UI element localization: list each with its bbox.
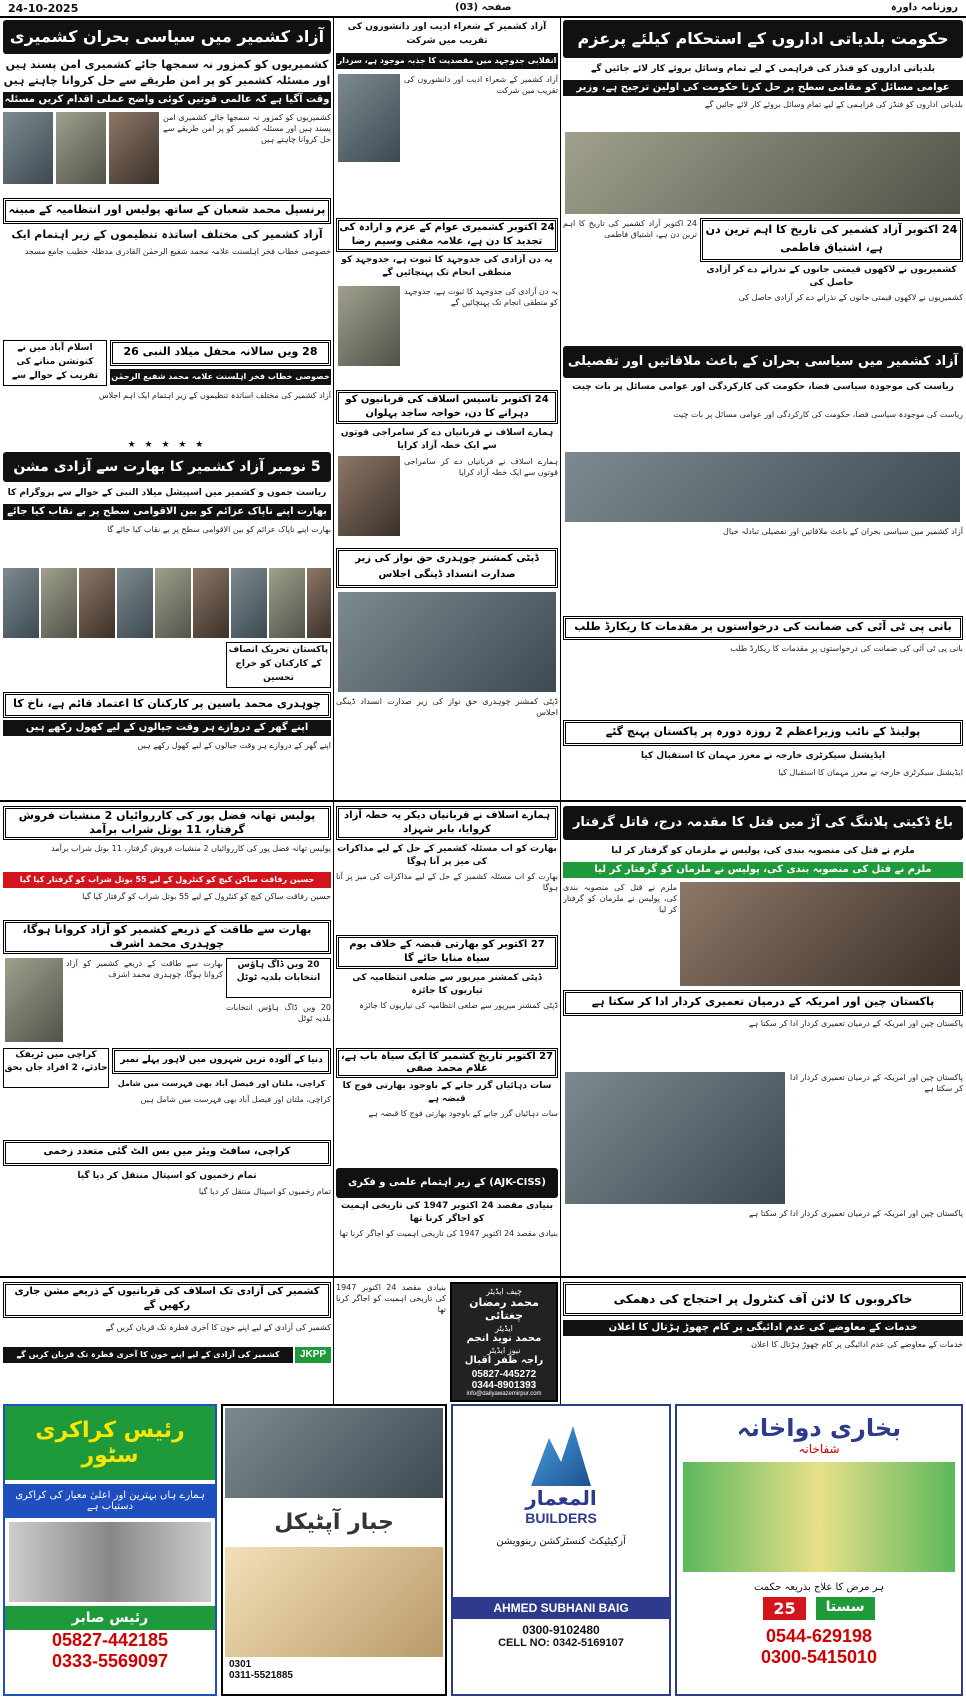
headline-teachers: پرنسپل محمد شعبان کے ساتھ پولیس اور انتظامیہ کے مبینہ: [3, 198, 331, 224]
column-divider: [333, 18, 334, 1438]
headline-bar: انقلابی جدوجہد میں مقصدیت کا جذبہ موجود ہے، سردار: [336, 53, 558, 69]
article-body: حسین رفاقت ساکن کیچ کو کنٹرول کے لیے 55 بوتل شراب کو گرفتار کیا گیا: [82, 892, 331, 901]
issue-date: 24-10-2025: [8, 2, 79, 15]
headline-mission-continue: کشمیر کی آزادی تک اسلاف کی قربانیوں کے ذریعے مشن جاری رکھیں گے: [3, 1282, 331, 1318]
article-body: 20 ویں ڈاگ ہاؤس انتخابات بلدیہ ٹوٹل: [226, 1003, 331, 1023]
headline-ghulam-safi: 27 اکتوبر تاریخ کشمیر کا ایک سیاہ باب ہے، غلام محمد صفی: [336, 1048, 558, 1078]
ad-phone: 0311-5521885: [229, 1670, 293, 1681]
headline-bagh-murder: باغ ڈکیتی پلاننگ کی آڑ میں قتل کا مقدمہ درج، قاتل گرفتار: [563, 806, 963, 840]
article-body: آزاد کشمیر کی مختلف اساتذہ تنظیموں کے زیر اہتمام ایک اہم اجلاس: [98, 391, 331, 400]
portrait-photo: [338, 286, 400, 366]
headline-bar: اپنے گھر کے دروازے ہر وقت جیالوں کے لیے کھول رکھے ہیں: [3, 720, 331, 736]
meeting-photo: [565, 452, 960, 522]
group-photo: [155, 568, 191, 638]
email: info@dailyawazemirpur.com: [466, 1391, 542, 1397]
article-body: بنیادی مقصد 24 اکتوبر 1947 کی تاریخی اہمیت کو اجاگر کرنا تھا: [339, 1229, 558, 1238]
subheadline: ملزم نے قتل کی منصوبہ بندی کی، پولیس نے ملزمان کو گرفتار کر لیا: [611, 846, 915, 856]
editor-info-box: [450, 1282, 558, 1402]
article-body: 24 اکتوبر آزاد کشمیر کی تاریخ کا اہم ترین دن ہے، اشتیاق فاطمی: [563, 219, 697, 239]
subheadline: یہ دن آزادی کی جدوجہد کا ثبوت ہے، جدوجہد کو منطقی انجام تک پہنچائیں گے: [341, 255, 553, 278]
subheadline: کراچی، ملتان اور فیصل آباد بھی فہرست میں شامل: [117, 1079, 326, 1088]
news-name: راجہ ظفر اقبال: [464, 1355, 544, 1366]
ad-phone: 0301: [229, 1659, 252, 1670]
subheadline: ڈپٹی کمشنر میرپور سے ضلعی انتظامیہ کی تیاریوں کا جائزہ: [352, 973, 542, 996]
headline-kashmir-sacrifice: آزاد کشمیر میں سیاسی بحران کشمیری: [3, 20, 331, 54]
headline-bar-red: حسین رفاقت ساکن کیچ کو کنٹرول کے لیے 55 بوتل شراب کو گرفتار کیا گیا: [3, 872, 331, 888]
ad-subtitle: ہمارے ہاں بہترین اور اعلیٰ معیار کی کراکری دستیاب ہے: [5, 1484, 215, 1518]
subheadline: بلدیاتی اداروں کو فنڈز کی فراہمی کے لیے تمام وسائل بروئے کار لائے جائیں گے: [590, 64, 936, 74]
ad-builders[interactable]: [451, 1404, 671, 1696]
headline-milad: 28 ویں سالانہ محفل میلاد النبی 26: [110, 340, 331, 366]
news-label: نیوز ایڈیٹر: [487, 1346, 521, 1355]
meeting-photo: [338, 592, 556, 692]
ad-title: رئیس کراکری سٹور: [5, 1406, 215, 1480]
article-body: بانی پی ٹی آئی کی ضمانت کی درخواستوں پر مقدمات کا ریکارڈ طلب: [730, 644, 963, 653]
headline-traffic-accident: کراچی میں ٹریفک حادثے، 2 افراد جاں بحق: [3, 1048, 109, 1088]
group-photo: [269, 568, 305, 638]
group-photo: [3, 568, 39, 638]
headline-ishtiaq-fatimi: 24 اکتوبر آزاد کشمیر کی تاریخ کا اہم ترین دن ہے، اشتیاق فاطمی: [700, 218, 963, 262]
subheadline: ریاست جموں و کشمیر میں اسپیشل میلاد النبی کے حوالے سے پروگرام کا: [7, 488, 327, 498]
article-body: کراچی، ملتان اور فیصل آباد بھی فہرست میں شامل ہیں: [140, 1095, 331, 1104]
headline-babar-shahzad: ہمارے اسلاف نے قربانیاں دیکر یہ خطہ آزاد کروایا، بابر شہزاد: [336, 806, 558, 840]
portrait-photo: [3, 112, 53, 184]
article-body: بلدیاتی اداروں کو فنڈز کی فراہمی کے لیے تمام وسائل بروئے کار لائے جائیں گے: [704, 100, 963, 109]
article-body: پاکستان چین اور امریکہ کے درمیان تعمیری کردار ادا کر سکتا ہے: [790, 1073, 963, 1093]
masthead: [0, 0, 966, 16]
ad-phone: 05827-442185: [51, 1630, 169, 1650]
headline-bar: خصوصی خطاب فخر اہلسنت علامہ محمد شفیع الرحمٰن: [110, 369, 331, 385]
headline-black-day: 27 اکتوبر کو بھارتی قبضہ کے خلاف یوم سیاہ منایا جائے گا: [336, 935, 558, 969]
headline-freedom-mission: 5 نومبر آزاد کشمیر کا بھارت سے آزادی مشن: [3, 452, 331, 482]
group-photo: [307, 568, 331, 638]
headline-poets: آزاد کشمیر کے شعراء ادیب اور دانشوروں کی تقریب میں شرکت: [347, 22, 547, 46]
article-body: سات دہائیاں گزر جانے کے باوجود بھارتی فوج کا قبضہ ہے: [368, 1109, 558, 1118]
headline-chaudhry-yasin: چوہدری محمد یاسین پر کارکنان کا اعتماد قائم ہے، ناخ کا: [3, 692, 331, 718]
article-body: تمام زخمیوں کو اسپتال منتقل کر دیا گیا: [198, 1187, 331, 1196]
ad-crockery[interactable]: [3, 1404, 217, 1696]
price-tag: سستا: [816, 1597, 875, 1620]
headline-pakistan-china-us: پاکستان چین اور امریکہ کے درمیان تعمیری کردار ادا کر سکتا ہے: [563, 990, 963, 1016]
article-body: کشمیریوں کو کمزور نہ سمجھا جائے کشمیری امن پسند ہیں اور مسئلہ کشمیر کو پر امن طریقے سے حل کروانا چاہتے ہیں: [163, 113, 331, 144]
editor-name: محمد رمضان چغتائی: [469, 1296, 539, 1322]
ad-subtitle: شفاخانہ: [798, 1442, 840, 1456]
article-body: پاکستان چین اور امریکہ کے درمیان تعمیری کردار ادا کر سکتا ہے: [748, 1019, 963, 1028]
group-photo: [117, 568, 153, 638]
police-photo: [680, 882, 960, 986]
group-photo: [79, 568, 115, 638]
article-body: بھارت سے طاقت کے ذریعے کشمیر کو آزاد کروانا ہوگا، چوہدری محمد اشرف: [66, 959, 223, 979]
article-body: یہ دن آزادی کی جدوجہد کا ثبوت ہے، جدوجہد کو منطقی انجام تک پہنچائیں گے: [404, 287, 558, 307]
ad-phone: 0300-9102480: [522, 1623, 600, 1637]
managing-name: محمد نوید انجم: [466, 1333, 542, 1344]
article-body: بنیادی مقصد 24 اکتوبر 1947 کی تاریخی اہمیت کو اجاگر کرنا تھا: [336, 1283, 446, 1314]
group-photo: [231, 568, 267, 638]
divider-stars: ★ ★ ★ ★ ★: [127, 440, 207, 450]
managing-label: ایڈیٹر: [495, 1324, 513, 1333]
group-photo: [193, 568, 229, 638]
building-icon: [531, 1426, 591, 1486]
headline-bar-green: ملزم نے قتل کی منصوبہ بندی کی، پولیس نے ملزمان کو گرفتار کر لیا: [563, 862, 963, 878]
article-body: آزاد کشمیر کے شعراء ادیب اور دانشوروں کی تقریب میں شرکت: [404, 75, 558, 95]
headline-dengue-meeting: ڈپٹی کمشنر چوہدری حق نواز کی زیر صدارت انسداد ڈینگی اجلاس: [336, 548, 558, 588]
phone: 0344-8901393: [471, 1380, 537, 1391]
headline-lahore-pollution: دنیا کے آلودہ ترین شہروں میں لاہور پہلے نمبر: [112, 1048, 331, 1074]
article-body: کشمیر کی آزادی کے لیے اپنے خون کا آخری قطرہ تک قربان کریں گے: [105, 1323, 331, 1332]
headline-mufti-waseem: 24 اکتوبر کشمیری عوام کے عزم و ارادہ کی تجدید کا دن ہے، علامہ مفتی وسیم رضا: [336, 218, 558, 252]
headline-poland-minister: پولینڈ کے نائب وزیراعظم 2 روزہ دورہ پر پاکستان پہنچ گئے: [563, 720, 963, 746]
side-headline: اسلام آباد میں نے کنونشن منانے کی تقریب کے حوالے سے: [3, 340, 107, 386]
section-rule: [0, 1276, 966, 1278]
subheadline: بنیادی مقصد 24 اکتوبر 1947 کی تاریخی اہمیت کو اجاگر کرنا تھا: [340, 1201, 554, 1224]
headline-bar: کشمیر کی آزادی کے لیے اپنے خون کا آخری قطرہ تک قربان کریں گے: [3, 1347, 293, 1363]
portrait-photo: [338, 74, 400, 162]
subheadline: آزاد کشمیر کی مختلف اساتذہ تنظیموں کے زیر اہتمام ایک: [11, 228, 323, 241]
page-number: صفحہ (03): [455, 2, 512, 13]
article-body: ایڈیشنل سیکرٹری خارجہ نے معزز مہمان کا استقبال کیا: [778, 768, 963, 777]
article-body: اپنے گھر کے دروازے ہر وقت جیالوں کے لیے کھول رکھے ہیں: [137, 741, 331, 750]
glasses-image: [225, 1547, 443, 1657]
phone: 05827-445272: [471, 1369, 537, 1380]
ad-title-en: BUILDERS: [525, 1510, 597, 1526]
ad-title: جبار آپٹیکل: [274, 1510, 394, 1535]
portrait-photo: [5, 958, 63, 1042]
ad-phone: 0333-5569097: [51, 1651, 169, 1671]
article-body: ڈپٹی کمشنر میرپور سے ضلعی انتظامیہ کی تیاریوں کا جائزہ: [359, 1001, 558, 1010]
article-body: پولیس تھانہ فضل پور کی کارروائیاں 2 منشیات فروش گرفتار، 11 بوتل شراب برآمد: [51, 844, 331, 853]
subheadline: ایڈیشنل سیکرٹری خارجہ نے معزز مہمان کا استقبال کیا: [640, 751, 886, 761]
ad-phone: CELL NO: 0342-5169107: [498, 1637, 624, 1649]
subheadline: کشمیریوں کو کمزور نہ سمجھا جائے کشمیری امن پسند ہیں اور مسئلہ کشمیر کو پر امن طریقے سے حل کروانا چاہتے ہیں: [3, 58, 331, 87]
event-photo: [565, 1072, 785, 1204]
ad-subtitle: آرکیٹیکٹ کنسٹرکشن رینوویشن: [496, 1536, 626, 1547]
article-body: ڈپٹی کمشنر چوہدری حق نواز کی زیر صدارت انسداد ڈینگی اجلاس: [336, 697, 558, 717]
ad-phone: 0300-5415010: [760, 1647, 878, 1667]
portrait-photo: [338, 456, 400, 536]
products-image: [683, 1462, 955, 1572]
ad-pharmacy[interactable]: [675, 1404, 963, 1696]
subheadline: کشمیریوں نے لاکھوں قیمتی جانوں کے نذرانے دے کر آزادی حاصل کی: [706, 265, 957, 288]
article-body: ملزم نے قتل کی منصوبہ بندی کی، پولیس نے ملزمان کو گرفتار کر لیا: [563, 883, 677, 914]
headline-ajk-ciss: (AJK-CISS) کے زیر اہتمام علمی و فکری: [336, 1168, 558, 1198]
ad-optics[interactable]: [221, 1404, 447, 1696]
ad-title: المعمار: [525, 1486, 597, 1510]
article-body: خدمات کے معاوضے کی عدم ادائیگی پر کام چھوڑ ہڑتال کا اعلان: [751, 1340, 963, 1349]
article-body: ہمارے اسلاف نے قربانیاں دے کر سامراجی قوتوں سے ایک خطہ آزاد کرایا: [404, 457, 558, 477]
headline-bar: وقت آگیا ہے کہ عالمی قوتیں کوئی واضح عملی اقدام کریں مسئلہ: [3, 92, 331, 108]
ad-phone: 0544-629198: [765, 1626, 873, 1646]
meeting-photo: [565, 132, 960, 214]
section-rule: [0, 800, 966, 802]
article-body: خصوصی خطاب فخر اہلسنت علامہ محمد شفیع الرحمٰن القادری مدظلہ خطیب جامع مسجد: [24, 247, 331, 256]
jkpp-badge: JKPP: [295, 1347, 331, 1363]
ad-name: AHMED SUBHANI BAIG: [453, 1597, 669, 1619]
ad-owner: رئیس صابر: [5, 1606, 215, 1630]
headline-bar: بھارت اپنے ناپاک عزائم کو بین الاقوامی سطح پر بے نقاب کیا جائے: [3, 504, 331, 520]
price-tags: [677, 1597, 961, 1620]
editor-label: چیف ایڈیٹر: [486, 1287, 522, 1296]
headline-bar: خدمات کے معاوضے کی عدم ادائیگی پر کام چھوڑ ہڑتال کا اعلان: [563, 1320, 963, 1336]
headline-karachi-bus: کراچی، سافٹ ویئر میں بس الٹ گئی متعدد زخمی: [3, 1140, 331, 1166]
article-body: آزاد کشمیر میں سیاسی بحران کے باعث ملاقاتیں اور تفصیلی تبادلہ خیال: [723, 527, 963, 536]
side-headline: 20 ویں ڈاگ ہاؤس انتخابات بلدیہ ٹوٹل: [226, 958, 331, 998]
subheadline: تمام زخمیوں کو اسپتال منتقل کر دیا گیا: [77, 1171, 257, 1181]
headline-sweepers-protest: خاکروبوں کا لائن آف کنٹرول پر احتجاج کی دھمکی: [563, 1282, 963, 1316]
article-body: پاکستان چین اور امریکہ کے درمیان تعمیری کردار ادا کر سکتا ہے: [748, 1209, 963, 1218]
headline-local-government: حکومت بلدیاتی اداروں کے استحکام کیلئے پرعزم: [563, 20, 963, 58]
ad-tagline: ہر مرض کا علاج بذریعہ حکمت: [753, 1582, 885, 1593]
group-photo: [41, 568, 77, 638]
side-headline: پاکستان تحریک انصاف کے کارکنان کو خراج تحسین: [226, 642, 331, 688]
headline-police-raid: پولیس تھانہ فضل پور کی کارروائیاں 2 منشیات فروش گرفتار، 11 بوتل شراب برآمد: [3, 806, 331, 840]
article-body: بھارت اپنے ناپاک عزائم کو بین الاقوامی سطح پر بے نقاب کیا جائے گا: [107, 525, 331, 534]
subheadline: ریاست کی موجودہ سیاسی فضا، حکومت کی کارکردگی اور عوامی مسائل پر بات چیت: [572, 382, 954, 392]
portrait-photo: [56, 112, 106, 184]
article-body: کشمیریوں نے لاکھوں قیمتی جانوں کے نذرانے دے کر آزادی حاصل کی: [738, 293, 963, 302]
headline-political-crisis: آزاد کشمیر میں سیاسی بحران کے باعث ملاقاتیں اور تفصیلی: [563, 346, 963, 378]
subheadline: بھارت کو اب مسئلہ کشمیر کے حل کے لیے مذاکرات کی میز پر آنا ہوگا: [337, 844, 557, 867]
article-body: بھارت کو اب مسئلہ کشمیر کے حل کے لیے مذاکرات کی میز پر آنا ہوگا: [336, 872, 558, 892]
subheadline: سات دہائیاں گزر جانے کے باوجود بھارتی فوج کا قبضہ ہے: [342, 1081, 552, 1104]
subheadline: ہمارے اسلاف نے قربانیاں دے کر سامراجی قوتوں سے ایک خطہ آزاد کرایا: [340, 428, 554, 451]
price-tag: 25: [763, 1597, 805, 1620]
headline-khawaja-sajid: 24 اکتوبر تاسیس اسلاف کی قربانیوں کو دہرانے کا دن، خواجہ ساجد پہلوان: [336, 390, 558, 424]
ad-title: بخاری دواخانہ: [736, 1414, 902, 1442]
paper-name: روزنامہ داورہ: [890, 2, 958, 13]
column-divider: [560, 18, 561, 1438]
portrait-photo: [109, 112, 159, 184]
products-image: [9, 1522, 211, 1602]
article-body: ریاست کی موجودہ سیاسی فضا، حکومت کی کارکردگی اور عوامی مسائل پر بات چیت: [673, 410, 963, 419]
headline-chaudhry-ashraf: بھارت سے طاقت کے ذریعے کشمیر کو آزاد کروانا ہوگا، چوہدری محمد اشرف: [3, 920, 331, 954]
headline-pti-bail: بانی پی ٹی آئی کی ضمانت کی درخواستوں پر مقدمات کا ریکارڈ طلب: [563, 616, 963, 640]
portrait-photo: [225, 1408, 443, 1498]
headline-bar: عوامی مسائل کو مقامی سطح پر حل کرنا حکومت کی اولین ترجیح ہے، وزیر: [563, 80, 963, 96]
top-rule: [0, 16, 966, 18]
